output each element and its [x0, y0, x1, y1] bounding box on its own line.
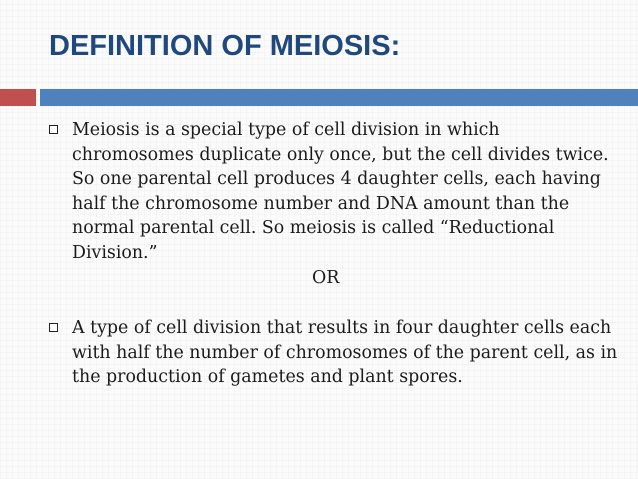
title-underline-blue-bar: [40, 89, 638, 106]
bullet-item-2: [72, 316, 622, 390]
bullet-text-1: Meiosis is a special type of cell division in which chromosomes duplicate only once, but the cell divides twice. So one parental cell produces 4 daughter cells, each having half the chromosome number and DNA amount than the normal parental cell. So meiosis is called “Reductional Division.”: [72, 120, 609, 263]
slide-title: DEFINITION OF MEIOSIS:: [49, 30, 401, 62]
bullet-item-1: [72, 118, 622, 266]
square-bullet-icon: [49, 125, 58, 134]
title-underline-red-bar: [0, 89, 36, 106]
square-bullet-icon: [49, 323, 58, 332]
slide-content: [72, 118, 622, 390]
or-separator: OR: [312, 267, 340, 288]
bullet-text-2: A type of cell division that results in four daughter cells each with half the number of chromosomes of the parent cell, as in the production of gametes and plant spores.: [72, 318, 618, 388]
